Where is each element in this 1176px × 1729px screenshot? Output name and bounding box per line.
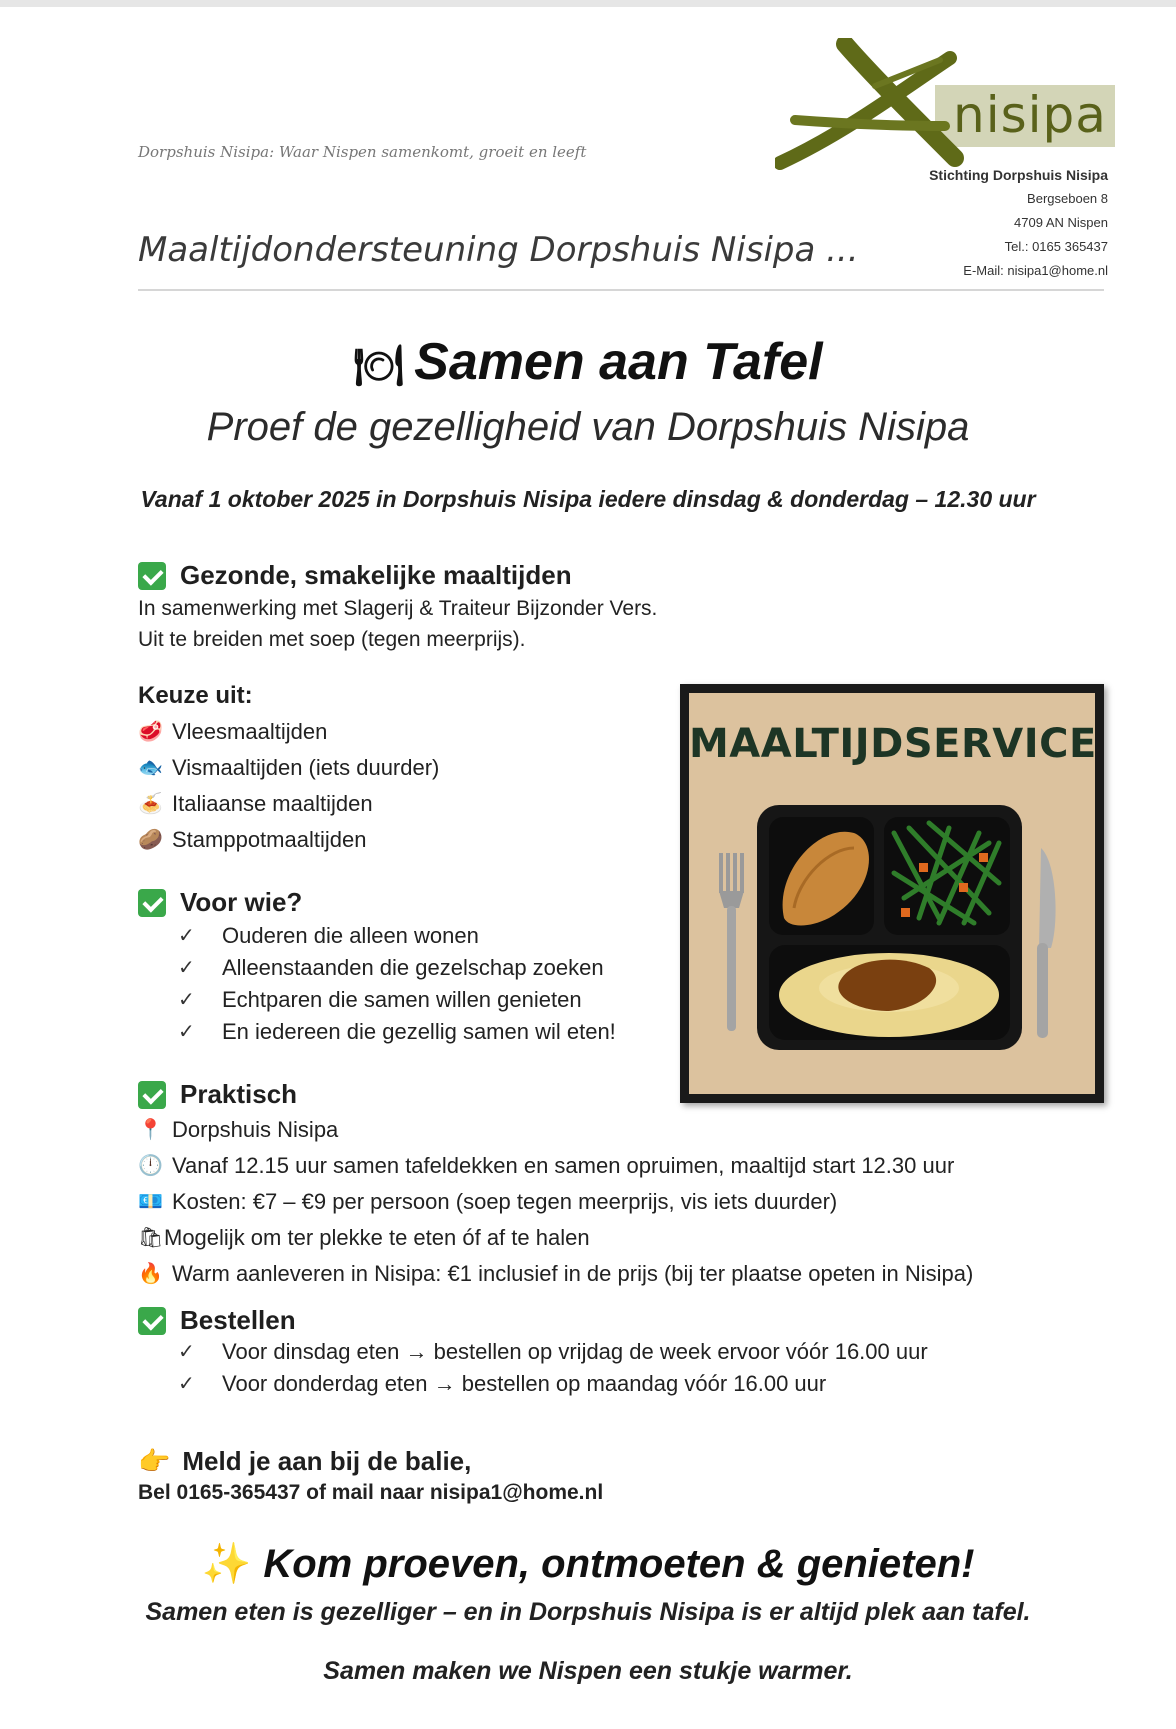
list-item xyxy=(138,1368,928,1400)
signup-heading xyxy=(138,1446,603,1477)
call-to-action-text: Kom proeven, ontmoeten & genieten! xyxy=(263,1542,975,1586)
list-item xyxy=(138,1148,973,1184)
list-item-label: Kosten: €7 – €9 per persoon (soep tegen meerprijs, vis iets duurder) xyxy=(172,1189,838,1214)
list-item-label: Vanaf 12.15 uur samen tafeldekken en samen opruimen, maaltijd start 12.30 uur xyxy=(172,1153,955,1178)
contact-email: E-Mail: nisipa1@home.nl xyxy=(963,263,1108,278)
plate-icon: 🍽 xyxy=(353,343,405,388)
list-item xyxy=(138,1184,973,1220)
footer-line-2: Samen maken we Nispen een stukje warmer. xyxy=(323,1657,853,1685)
fire-icon: 🔥 xyxy=(138,1263,163,1285)
who-heading-text: Voor wie? xyxy=(180,887,303,917)
top-border xyxy=(0,0,1176,7)
logo-cross-mark xyxy=(775,38,975,178)
list-item xyxy=(138,822,439,858)
fork-icon xyxy=(719,853,744,1031)
section-who xyxy=(138,887,616,1048)
signup-contact-line: Bel 0165-365437 of mail naar nisipa1@home.nl xyxy=(138,1481,604,1504)
list-item xyxy=(138,952,616,984)
list-item xyxy=(138,1256,973,1292)
tick-icon: ✓ xyxy=(178,1373,195,1395)
list-item-label: Vismaaltijden (iets duurder) xyxy=(172,755,440,780)
image-caption: MAALTIJDSERVICE xyxy=(689,721,1097,767)
list-item xyxy=(138,920,616,952)
contact-postal: 4709 AN Nispen xyxy=(1014,215,1108,230)
list-item-label: Stamppotmaaltijden xyxy=(172,827,367,852)
list-item-label: Vleesmaaltijden xyxy=(172,719,328,744)
who-heading xyxy=(138,887,616,918)
header-tagline: Dorpshuis Nisipa: Waar Nispen samenkomt, groeit en leeft xyxy=(138,143,587,161)
list-item xyxy=(138,1220,973,1256)
logo-wordmark: nisipa xyxy=(953,86,1107,144)
choice-heading: Keuze uit: xyxy=(138,682,253,709)
order-heading xyxy=(138,1305,928,1336)
pasta-icon: 🍝 xyxy=(138,793,163,815)
contact-phone: Tel.: 0165 365437 xyxy=(1004,239,1108,254)
meals-line-2: Uit te breiden met soep (tegen meerprijs). xyxy=(138,628,526,651)
list-item xyxy=(138,714,439,750)
contact-block xyxy=(929,163,1108,283)
footer-line-1: Samen eten is gezelliger – en in Dorpshuis Nisipa is er altijd plek aan tafel. xyxy=(145,1598,1031,1626)
section-order xyxy=(138,1305,928,1400)
list-item-label: Dorpshuis Nisipa xyxy=(172,1117,339,1142)
fish-icon: 🐟 xyxy=(138,757,163,779)
contact-street: Bergseboen 8 xyxy=(1027,191,1108,206)
meal-tray-illustration xyxy=(689,693,1095,1094)
money-icon: 💶 xyxy=(138,1191,163,1213)
section-signup xyxy=(138,1446,603,1508)
checkmark-icon xyxy=(138,1307,166,1335)
call-to-action xyxy=(0,1540,1176,1587)
section-practical xyxy=(138,1079,973,1292)
list-item-label: Italiaanse maaltijden xyxy=(172,791,373,816)
meal-service-image xyxy=(680,684,1104,1103)
meals-heading-text: Gezonde, smakelijke maaltijden xyxy=(180,560,572,590)
list-item xyxy=(138,1336,928,1368)
practical-heading-text: Praktisch xyxy=(180,1079,298,1109)
tick-icon: ✓ xyxy=(178,1341,195,1363)
list-item xyxy=(138,1016,616,1048)
list-item-label: Alleenstaanden die gezelschap zoeken xyxy=(222,955,604,980)
list-item-label: Voor donderdag eten → bestellen op maandag vóór 16.00 uur xyxy=(222,1371,827,1396)
list-item-label: En iedereen die gezellig samen wil eten! xyxy=(222,1019,616,1044)
hero-subtitle: Proef de gezelligheid van Dorpshuis Nisipa xyxy=(206,405,970,449)
meat-icon: 🥩 xyxy=(138,721,163,743)
checkmark-icon xyxy=(138,889,166,917)
tick-icon: ✓ xyxy=(178,989,195,1011)
shopping-bag-icon: 🛍 xyxy=(138,1227,164,1249)
list-item xyxy=(138,984,616,1016)
nisipa-logo xyxy=(775,38,1115,178)
knife-icon xyxy=(1037,848,1056,1038)
list-item-label: Mogelijk om ter plekke te eten óf af te halen xyxy=(164,1225,590,1250)
checkmark-icon xyxy=(138,1081,166,1109)
order-heading-text: Bestellen xyxy=(180,1305,296,1335)
pin-icon: 📍 xyxy=(138,1119,163,1141)
checkmark-icon xyxy=(138,562,166,590)
list-item xyxy=(138,1112,973,1148)
hero-title-text: Samen aan Tafel xyxy=(414,333,823,391)
header-divider xyxy=(138,289,1104,291)
hero-date: Vanaf 1 oktober 2025 in Dorpshuis Nisipa iedere dinsdag & donderdag – 12.30 uur xyxy=(140,486,1036,512)
section-choice xyxy=(138,682,439,858)
document-title: Maaltijdondersteuning Dorpshuis Nisipa ... xyxy=(138,230,859,270)
list-item xyxy=(138,786,439,822)
tick-icon: ✓ xyxy=(178,957,195,979)
list-item-label: Warm aanleveren in Nisipa: €1 inclusief in de prijs (bij ter plaatse opeten in Nisipa) xyxy=(172,1261,974,1286)
list-item-label: Echtparen die samen willen genieten xyxy=(222,987,582,1012)
list-item-label: Ouderen die alleen wonen xyxy=(222,923,479,948)
meals-line-1: In samenwerking met Slagerij & Traiteur Bijzonder Vers. xyxy=(138,597,658,620)
section-meals xyxy=(138,560,657,655)
signup-heading-text: Meld je aan bij de balie, xyxy=(182,1446,472,1476)
contact-organisation: Stichting Dorpshuis Nisipa xyxy=(929,167,1108,183)
image-board xyxy=(689,693,1095,1094)
tick-icon: ✓ xyxy=(178,925,195,947)
list-item xyxy=(138,750,439,786)
list-item-label: Voor dinsdag eten → bestellen op vrijdag de week ervoor vóór 16.00 uur xyxy=(222,1339,928,1364)
pointing-hand-icon: 👉 xyxy=(138,1446,171,1476)
meals-heading xyxy=(138,560,657,591)
hero-title xyxy=(0,332,1176,392)
clock-icon: 🕛 xyxy=(138,1155,163,1177)
tick-icon: ✓ xyxy=(178,1021,195,1043)
potato-icon: 🥔 xyxy=(138,829,163,851)
sparkle-icon: ✨ xyxy=(201,1542,252,1586)
